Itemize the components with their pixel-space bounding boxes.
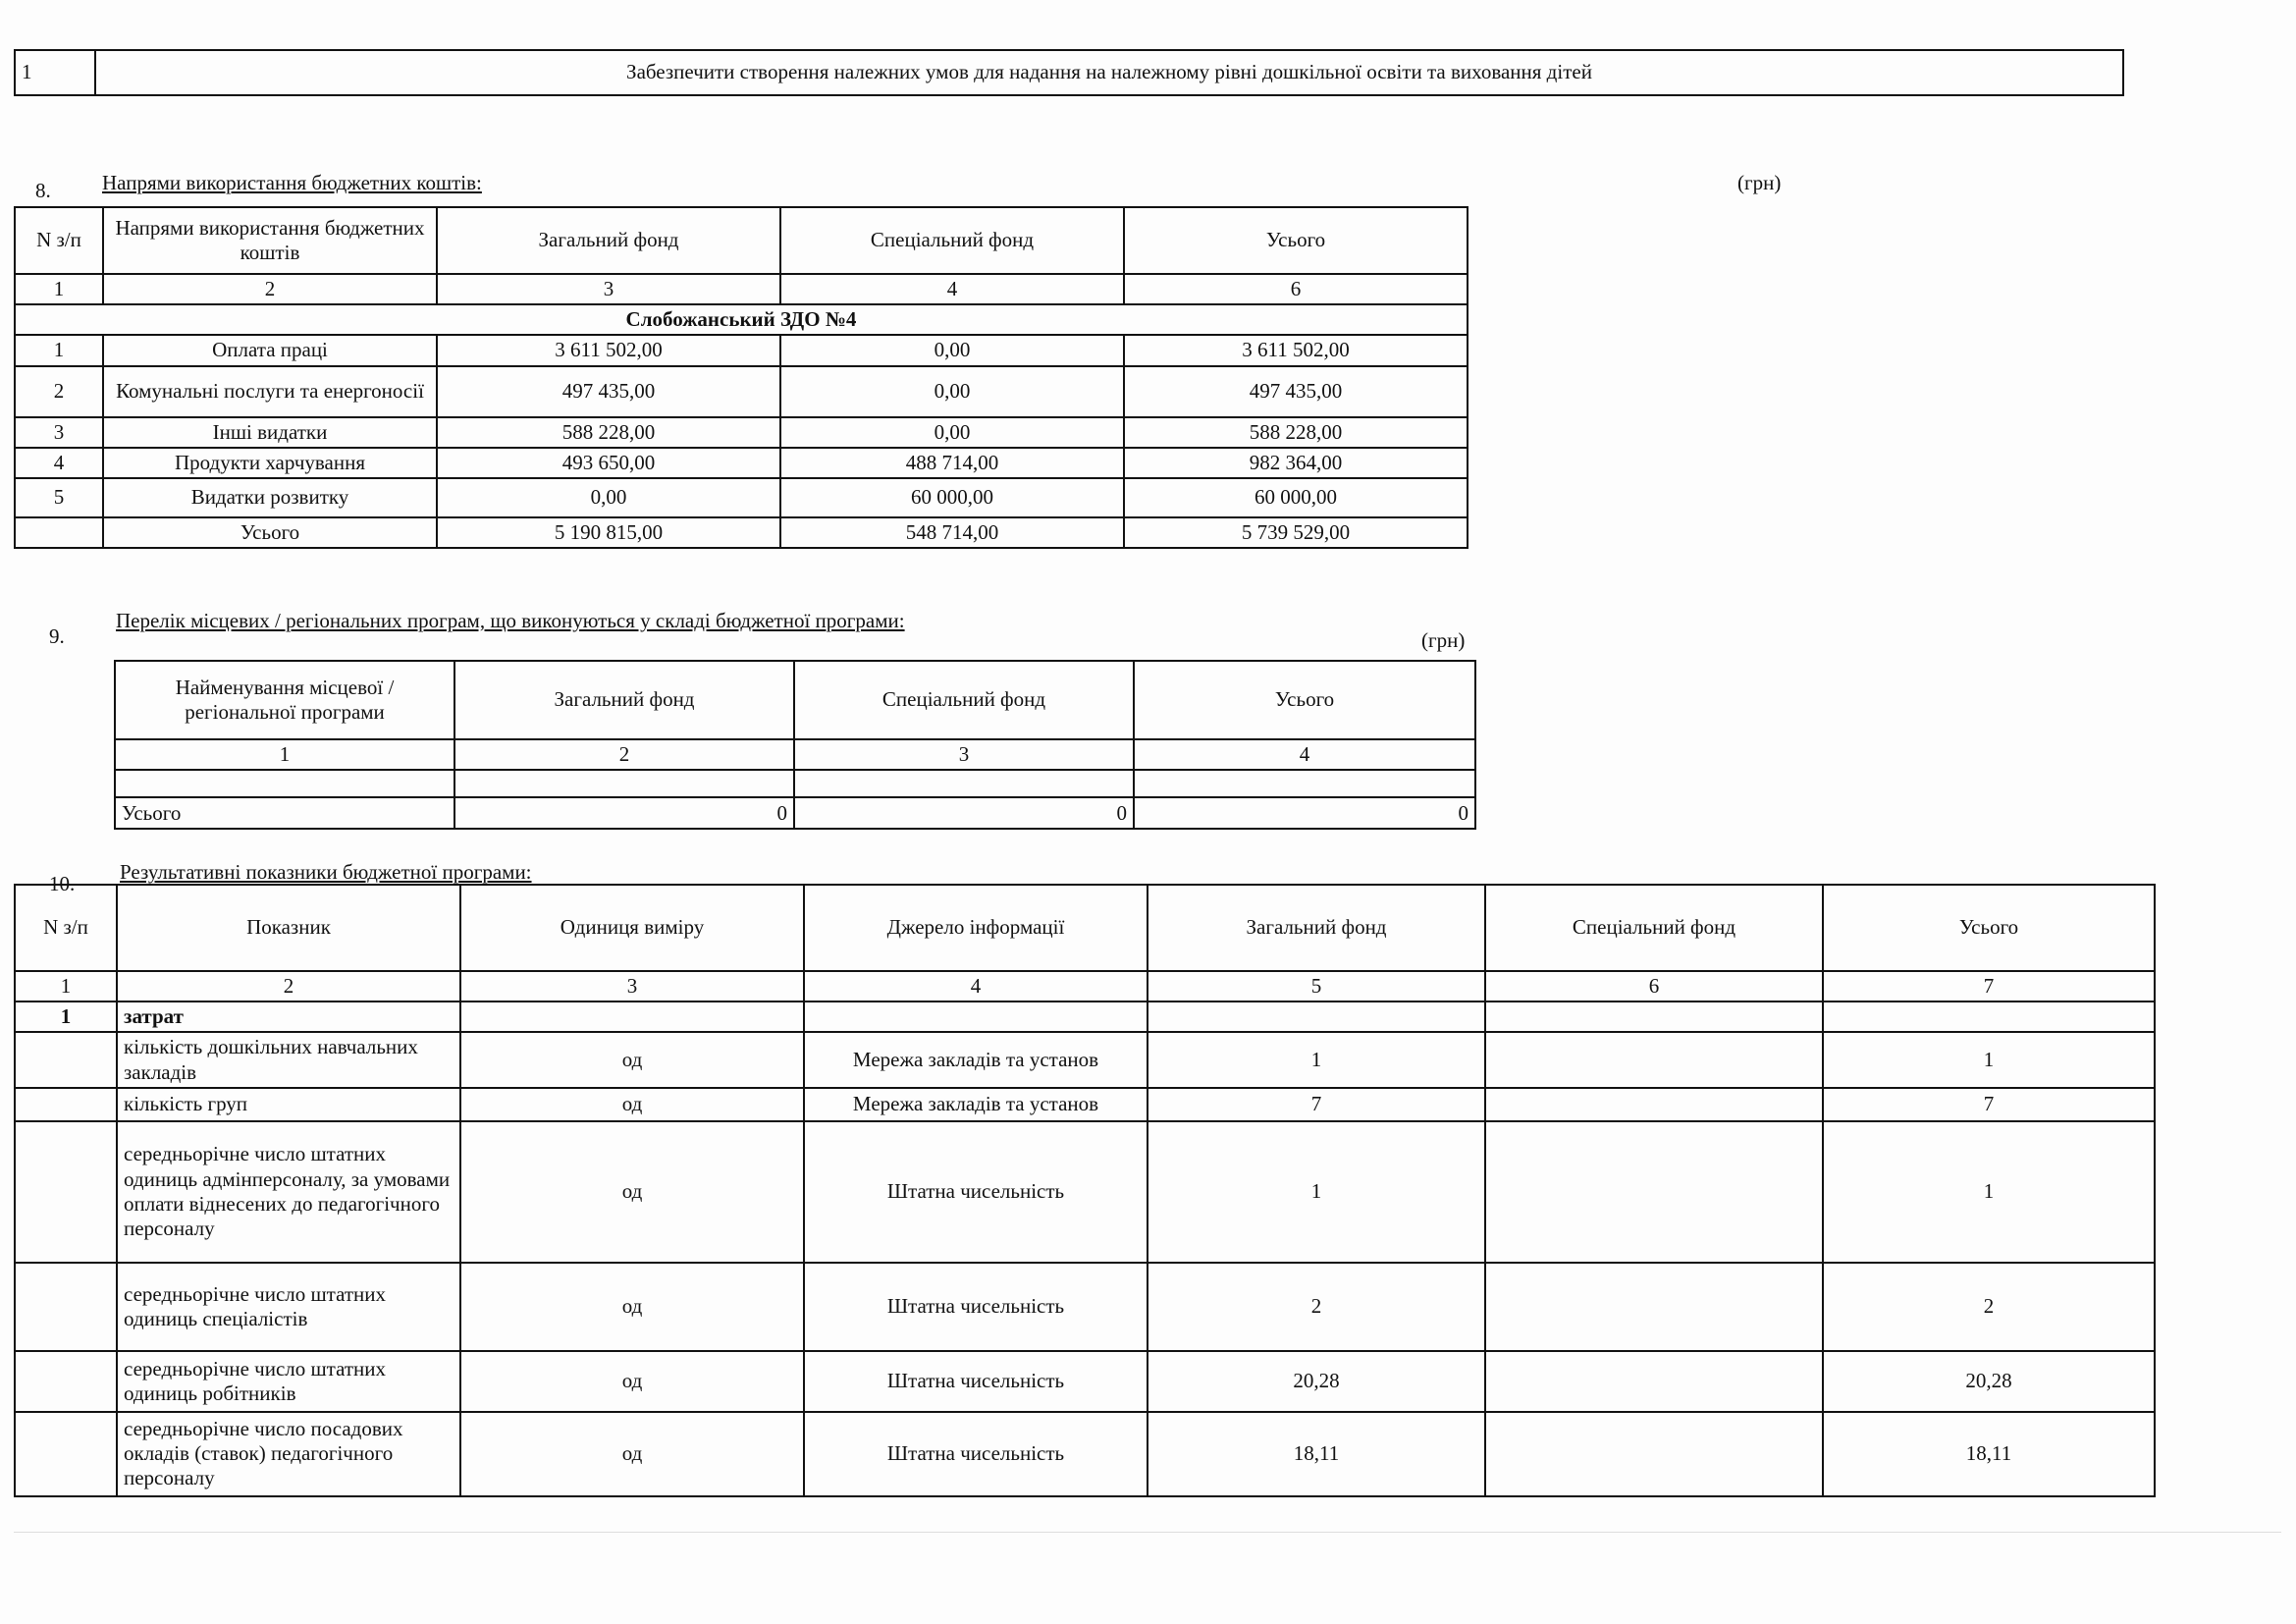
header-general-fund: Загальний фонд	[454, 661, 794, 739]
colnum: 1	[115, 739, 454, 770]
table-row	[15, 1412, 2155, 1496]
cell-direction: Інші видатки	[103, 417, 437, 448]
empty-cell	[1485, 1001, 1823, 1032]
cell-no: 3	[15, 417, 103, 448]
cell-source: Мережа закладів та установ	[804, 1032, 1148, 1087]
cell-direction: Продукти харчування	[103, 448, 437, 478]
cell-special: 548 714,00	[780, 517, 1124, 548]
cell-unit: од	[460, 1263, 804, 1351]
header-direction: Напрями використання бюджетних коштів	[103, 207, 437, 274]
cell-no	[15, 1088, 117, 1121]
colnum: 2	[103, 274, 437, 304]
empty-cell	[794, 770, 1134, 797]
table-row	[15, 478, 1468, 517]
cell-total: 60 000,00	[1124, 478, 1468, 517]
cell-total: 588 228,00	[1124, 417, 1468, 448]
cell-general: 7	[1148, 1088, 1485, 1121]
cell-general: 18,11	[1148, 1412, 1485, 1496]
indicators-table	[14, 884, 2156, 1497]
cell-unit: од	[460, 1032, 804, 1087]
header-unit: Одиниця виміру	[460, 885, 804, 971]
section8-title: Напрями використання бюджетних коштів:	[102, 171, 482, 194]
cell-indicator: середньорічне число штатних одиниць спеціалістів	[117, 1263, 460, 1351]
cell-source: Штатна чисельність	[804, 1412, 1148, 1496]
cell-general: 20,28	[1148, 1351, 1485, 1412]
cell-special	[1485, 1351, 1823, 1412]
cell-total: 7	[1823, 1088, 2155, 1121]
cell-direction: Оплата праці	[103, 335, 437, 365]
empty-cell	[115, 770, 454, 797]
total-row	[115, 797, 1475, 829]
group-title: Слобожанський ЗДО №4	[15, 304, 1468, 335]
empty-cell	[1823, 1001, 2155, 1032]
colnum: 7	[1823, 971, 2155, 1001]
cell-special	[1485, 1121, 1823, 1263]
colnum: 4	[804, 971, 1148, 1001]
cell-indicator: кількість дошкільних навчальних закладів	[117, 1032, 460, 1087]
cell-total: 1	[1823, 1121, 2155, 1263]
cell-no	[15, 517, 103, 548]
section10-number: 10.	[49, 872, 76, 895]
cell-no: 4	[15, 448, 103, 478]
colnum: 6	[1124, 274, 1468, 304]
cell-general: 0,00	[437, 478, 780, 517]
cell-direction: Видатки розвитку	[103, 478, 437, 517]
group-name: затрат	[117, 1001, 460, 1032]
section9-title: Перелік місцевих / регіональних програм, що виконуються у складі бюджетної програми:	[116, 609, 905, 632]
header-source: Джерело інформації	[804, 885, 1148, 971]
section9-number: 9.	[49, 624, 65, 648]
cell-general: 5 190 815,00	[437, 517, 780, 548]
table-row	[15, 417, 1468, 448]
cell-special	[1485, 1032, 1823, 1087]
header-special-fund: Спеціальний фонд	[794, 661, 1134, 739]
cell-no: 5	[15, 478, 103, 517]
cell-general: 493 650,00	[437, 448, 780, 478]
section8-number: 8.	[35, 179, 51, 202]
total-special: 0	[794, 797, 1134, 829]
header-no: N з/п	[15, 885, 117, 971]
header-general-fund: Загальний фонд	[1148, 885, 1485, 971]
cell-total: 18,11	[1823, 1412, 2155, 1496]
total-general: 0	[454, 797, 794, 829]
cell-direction: Усього	[103, 517, 437, 548]
cell-no	[15, 1263, 117, 1351]
cell-general: 1	[1148, 1121, 1485, 1263]
header-total: Усього	[1823, 885, 2155, 971]
cell-general: 497 435,00	[437, 366, 780, 417]
cell-general: 1	[1148, 1032, 1485, 1087]
cell-total: 2	[1823, 1263, 2155, 1351]
cell-source: Мережа закладів та установ	[804, 1088, 1148, 1121]
colnum: 5	[1148, 971, 1485, 1001]
header-special-fund: Спеціальний фонд	[780, 207, 1124, 274]
header-indicator: Показник	[117, 885, 460, 971]
programs-table	[114, 660, 1476, 830]
table-row	[15, 448, 1468, 478]
cell-general: 588 228,00	[437, 417, 780, 448]
cell-special	[1485, 1088, 1823, 1121]
colnum: 4	[1134, 739, 1475, 770]
cell-total: 497 435,00	[1124, 366, 1468, 417]
table-row	[15, 1351, 2155, 1412]
table-row	[15, 1121, 2155, 1263]
header-no: N з/п	[15, 207, 103, 274]
colnum: 1	[15, 274, 103, 304]
cell-indicator: середньорічне число штатних одиниць адмінперсоналу, за умовами оплати віднесених до педагогічного персоналу	[117, 1121, 460, 1263]
total-label: Усього	[115, 797, 454, 829]
cell-special: 0,00	[780, 335, 1124, 365]
cell-indicator: середньорічне число штатних одиниць робітників	[117, 1351, 460, 1412]
cell-unit: од	[460, 1351, 804, 1412]
colnum: 2	[454, 739, 794, 770]
cell-indicator: середньорічне число посадових окладів (ставок) педагогічного персоналу	[117, 1412, 460, 1496]
section10-title: Результативні показники бюджетної програми:	[120, 860, 532, 884]
empty-cell	[454, 770, 794, 797]
cell-source: Штатна чисельність	[804, 1351, 1148, 1412]
page-bottom-margin	[14, 1532, 2281, 1611]
cell-special	[1485, 1263, 1823, 1351]
cell-special: 0,00	[780, 366, 1124, 417]
header-general-fund: Загальний фонд	[437, 207, 780, 274]
group-number: 1	[15, 1001, 117, 1032]
colnum: 3	[460, 971, 804, 1001]
cell-unit: од	[460, 1121, 804, 1263]
cell-total: 20,28	[1823, 1351, 2155, 1412]
empty-cell	[1148, 1001, 1485, 1032]
cell-direction: Комунальні послуги та енергоносії	[103, 366, 437, 417]
task-table	[14, 49, 2124, 96]
total-row	[15, 517, 1468, 548]
header-program-name: Найменування місцевої / регіональної програми	[115, 661, 454, 739]
cell-no	[15, 1121, 117, 1263]
cell-unit: од	[460, 1088, 804, 1121]
task-text: Забезпечити створення належних умов для надання на належному рівні дошкільної освіти та виховання дітей	[95, 50, 2123, 95]
cell-special: 488 714,00	[780, 448, 1124, 478]
cell-special	[1485, 1412, 1823, 1496]
table-row	[15, 1088, 2155, 1121]
cell-source: Штатна чисельність	[804, 1121, 1148, 1263]
table-row	[15, 1263, 2155, 1351]
cell-unit: од	[460, 1412, 804, 1496]
header-special-fund: Спеціальний фонд	[1485, 885, 1823, 971]
task-number: 1	[15, 50, 95, 95]
colnum: 3	[437, 274, 780, 304]
cell-indicator: кількість груп	[117, 1088, 460, 1121]
cell-total: 982 364,00	[1124, 448, 1468, 478]
cell-no: 2	[15, 366, 103, 417]
colnum: 1	[15, 971, 117, 1001]
cell-special: 60 000,00	[780, 478, 1124, 517]
colnum: 2	[117, 971, 460, 1001]
empty-cell	[460, 1001, 804, 1032]
section8-unit: (грн)	[1737, 171, 1782, 194]
cell-no	[15, 1032, 117, 1087]
colnum: 3	[794, 739, 1134, 770]
cell-no: 1	[15, 335, 103, 365]
cell-total: 1	[1823, 1032, 2155, 1087]
table-row	[115, 770, 1475, 797]
header-total: Усього	[1134, 661, 1475, 739]
cell-special: 0,00	[780, 417, 1124, 448]
colnum: 6	[1485, 971, 1823, 1001]
cell-total: 5 739 529,00	[1124, 517, 1468, 548]
cell-general: 3 611 502,00	[437, 335, 780, 365]
budget-directions-table	[14, 206, 1468, 549]
cell-total: 3 611 502,00	[1124, 335, 1468, 365]
colnum: 4	[780, 274, 1124, 304]
table-row	[15, 335, 1468, 365]
cell-general: 2	[1148, 1263, 1485, 1351]
cell-no	[15, 1351, 117, 1412]
empty-cell	[804, 1001, 1148, 1032]
empty-cell	[1134, 770, 1475, 797]
cell-no	[15, 1412, 117, 1496]
table-row	[15, 1032, 2155, 1087]
section9-unit: (грн)	[1421, 628, 1466, 652]
table-row	[15, 366, 1468, 417]
total-sum: 0	[1134, 797, 1475, 829]
header-total: Усього	[1124, 207, 1468, 274]
cell-source: Штатна чисельність	[804, 1263, 1148, 1351]
